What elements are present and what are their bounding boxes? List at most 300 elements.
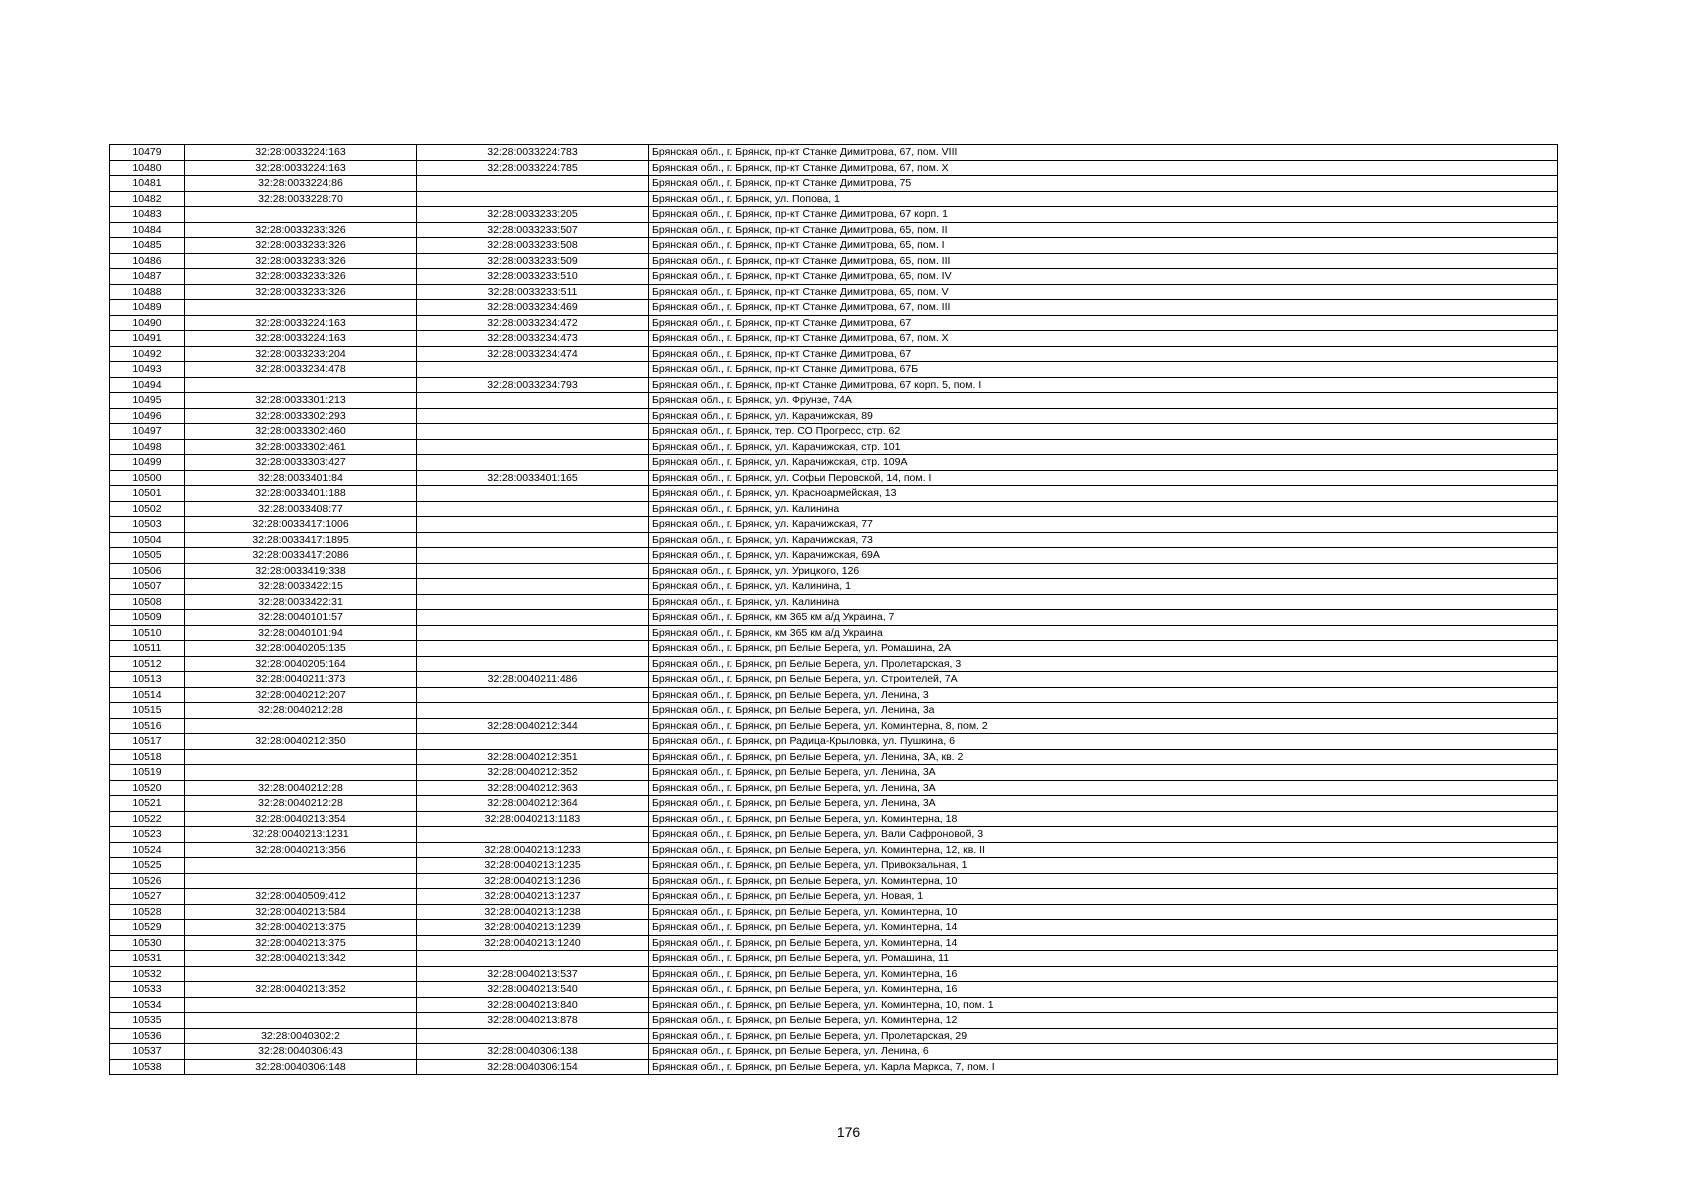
row-number-cell: 10537 — [110, 1044, 185, 1060]
table-row — [110, 920, 1558, 936]
object-cadastral-number-cell: 32:28:0033233:509 — [417, 253, 649, 269]
table-row — [110, 1059, 1558, 1075]
object-cadastral-number-cell: 32:28:0040213:1240 — [417, 935, 649, 951]
object-cadastral-number-cell — [417, 424, 649, 440]
table-row — [110, 160, 1558, 176]
object-cadastral-number-cell: 32:28:0033233:508 — [417, 238, 649, 254]
address-cell: Брянская обл., г. Брянск, пр-кт Станке Димитрова, 67, пом. X — [649, 160, 1558, 176]
cadastral-number-cell: 32:28:0040212:28 — [185, 703, 417, 719]
address-cell: Брянская обл., г. Брянск, пр-кт Станке Димитрова, 65, пом. II — [649, 222, 1558, 238]
table-row — [110, 594, 1558, 610]
address-cell: Брянская обл., г. Брянск, пр-кт Станке Димитрова, 67, пом. VIII — [649, 145, 1558, 161]
cadastral-number-cell: 32:28:0033417:2086 — [185, 548, 417, 564]
object-cadastral-number-cell: 32:28:0040211:486 — [417, 672, 649, 688]
row-number-cell: 10513 — [110, 672, 185, 688]
row-number-cell: 10528 — [110, 904, 185, 920]
cadastral-number-cell: 32:28:0033302:461 — [185, 439, 417, 455]
cadastral-number-cell — [185, 966, 417, 982]
table-row — [110, 842, 1558, 858]
cadastral-number-cell: 32:28:0033408:77 — [185, 501, 417, 517]
address-cell: Брянская обл., г. Брянск, рп Белые Берега, ул. Коминтерна, 14 — [649, 935, 1558, 951]
object-cadastral-number-cell — [417, 548, 649, 564]
cadastral-number-cell: 32:28:0040213:354 — [185, 811, 417, 827]
cadastral-number-cell: 32:28:0040213:342 — [185, 951, 417, 967]
row-number-cell: 10508 — [110, 594, 185, 610]
object-cadastral-number-cell: 32:28:0033234:472 — [417, 315, 649, 331]
cadastral-number-cell: 32:28:0033224:163 — [185, 315, 417, 331]
table-row — [110, 191, 1558, 207]
cadastral-number-cell: 32:28:0040306:43 — [185, 1044, 417, 1060]
cadastral-number-cell — [185, 718, 417, 734]
object-cadastral-number-cell: 32:28:0040306:154 — [417, 1059, 649, 1075]
address-cell: Брянская обл., г. Брянск, рп Белые Берега, ул. Коминтерна, 16 — [649, 966, 1558, 982]
object-cadastral-number-cell: 32:28:0040213:1236 — [417, 873, 649, 889]
page-number: 176 — [836, 1124, 861, 1140]
cadastral-number-cell: 32:28:0033233:326 — [185, 253, 417, 269]
row-number-cell: 10504 — [110, 532, 185, 548]
row-number-cell: 10521 — [110, 796, 185, 812]
table-row — [110, 935, 1558, 951]
address-cell: Брянская обл., г. Брянск, пр-кт Станке Димитрова, 67 корп. 1 — [649, 207, 1558, 223]
row-number-cell: 10486 — [110, 253, 185, 269]
address-cell: Брянская обл., г. Брянск, рп Белые Берега, ул. Ленина, 3А — [649, 796, 1558, 812]
object-cadastral-number-cell: 32:28:0040213:878 — [417, 1013, 649, 1029]
object-cadastral-number-cell — [417, 191, 649, 207]
table-row — [110, 873, 1558, 889]
address-cell: Брянская обл., г. Брянск, рп Белые Берега, ул. Строителей, 7А — [649, 672, 1558, 688]
row-number-cell: 10517 — [110, 734, 185, 750]
object-cadastral-number-cell: 32:28:0033224:785 — [417, 160, 649, 176]
table-row — [110, 548, 1558, 564]
object-cadastral-number-cell — [417, 362, 649, 378]
cadastral-number-cell — [185, 377, 417, 393]
address-cell: Брянская обл., г. Брянск, пр-кт Станке Димитрова, 65, пом. I — [649, 238, 1558, 254]
object-cadastral-number-cell — [417, 594, 649, 610]
object-cadastral-number-cell — [417, 687, 649, 703]
address-cell: Брянская обл., г. Брянск, пр-кт Станке Димитрова, 67 — [649, 315, 1558, 331]
cadastral-number-cell — [185, 858, 417, 874]
object-cadastral-number-cell — [417, 517, 649, 533]
address-cell: Брянская обл., г. Брянск, рп Белые Берега, ул. Вали Сафроновой, 3 — [649, 827, 1558, 843]
address-cell: Брянская обл., г. Брянск, рп Белые Берега, ул. Привокзальная, 1 — [649, 858, 1558, 874]
object-cadastral-number-cell: 32:28:0040212:364 — [417, 796, 649, 812]
address-cell: Брянская обл., г. Брянск, рп Белые Берега, ул. Коминтерна, 18 — [649, 811, 1558, 827]
table-row — [110, 222, 1558, 238]
cadastral-number-cell: 32:28:0033228:70 — [185, 191, 417, 207]
table-row — [110, 656, 1558, 672]
table-row — [110, 780, 1558, 796]
cadastral-number-cell: 32:28:0040213:352 — [185, 982, 417, 998]
cadastral-number-cell: 32:28:0040213:584 — [185, 904, 417, 920]
table-row — [110, 393, 1558, 409]
cadastral-number-cell: 32:28:0033234:478 — [185, 362, 417, 378]
object-cadastral-number-cell — [417, 563, 649, 579]
object-cadastral-number-cell: 32:28:0040213:537 — [417, 966, 649, 982]
row-number-cell: 10481 — [110, 176, 185, 192]
address-cell: Брянская обл., г. Брянск, ул. Фрунзе, 74А — [649, 393, 1558, 409]
address-cell: Брянская обл., г. Брянск, рп Белые Берега, ул. Коминтерна, 10 — [649, 873, 1558, 889]
object-cadastral-number-cell — [417, 951, 649, 967]
address-cell: Брянская обл., г. Брянск, ул. Карачижская, 77 — [649, 517, 1558, 533]
cadastral-number-cell — [185, 873, 417, 889]
cadastral-number-cell: 32:28:0040213:1231 — [185, 827, 417, 843]
row-number-cell: 10524 — [110, 842, 185, 858]
row-number-cell: 10532 — [110, 966, 185, 982]
table-row — [110, 1028, 1558, 1044]
table-row — [110, 439, 1558, 455]
cadastral-number-cell: 32:28:0040302:2 — [185, 1028, 417, 1044]
object-cadastral-number-cell — [417, 408, 649, 424]
row-number-cell: 10483 — [110, 207, 185, 223]
object-cadastral-number-cell: 32:28:0033401:165 — [417, 470, 649, 486]
address-cell: Брянская обл., г. Брянск, пр-кт Станке Димитрова, 67 корп. 5, пом. I — [649, 377, 1558, 393]
table-row — [110, 517, 1558, 533]
table-row — [110, 145, 1558, 161]
address-cell: Брянская обл., г. Брянск, рп Белые Берега, ул. Ленина, 3 — [649, 687, 1558, 703]
address-cell: Брянская обл., г. Брянск, рп Белые Берега, ул. Новая, 1 — [649, 889, 1558, 905]
cadastral-number-cell: 32:28:0040205:164 — [185, 656, 417, 672]
object-cadastral-number-cell: 32:28:0040213:1237 — [417, 889, 649, 905]
address-cell: Брянская обл., г. Брянск, ул. Калинина, 1 — [649, 579, 1558, 595]
row-number-cell: 10488 — [110, 284, 185, 300]
address-cell: Брянская обл., г. Брянск, пр-кт Станке Димитрова, 75 — [649, 176, 1558, 192]
cadastral-number-cell: 32:28:0033224:86 — [185, 176, 417, 192]
table-row — [110, 672, 1558, 688]
cadastral-number-cell: 32:28:0033224:163 — [185, 160, 417, 176]
table-row — [110, 579, 1558, 595]
address-cell: Брянская обл., г. Брянск, ул. Красноармейская, 13 — [649, 486, 1558, 502]
table-row — [110, 734, 1558, 750]
row-number-cell: 10491 — [110, 331, 185, 347]
address-cell: Брянская обл., г. Брянск, пр-кт Станке Димитрова, 67 — [649, 346, 1558, 362]
address-cell: Брянская обл., г. Брянск, км 365 км а/д Украина, 7 — [649, 610, 1558, 626]
table-row — [110, 610, 1558, 626]
row-number-cell: 10523 — [110, 827, 185, 843]
cadastral-number-cell: 32:28:0040101:57 — [185, 610, 417, 626]
object-cadastral-number-cell — [417, 610, 649, 626]
table-row — [110, 315, 1558, 331]
address-cell: Брянская обл., г. Брянск, рп Белые Берега, ул. Ленина, 3а — [649, 703, 1558, 719]
table-row — [110, 300, 1558, 316]
row-number-cell: 10527 — [110, 889, 185, 905]
address-cell: Брянская обл., г. Брянск, пр-кт Станке Димитрова, 65, пом. V — [649, 284, 1558, 300]
row-number-cell: 10479 — [110, 145, 185, 161]
row-number-cell: 10498 — [110, 439, 185, 455]
object-cadastral-number-cell — [417, 393, 649, 409]
address-cell: Брянская обл., г. Брянск, рп Белые Берега, ул. Карла Маркса, 7, пом. I — [649, 1059, 1558, 1075]
table-row — [110, 811, 1558, 827]
cadastral-number-cell: 32:28:0033419:338 — [185, 563, 417, 579]
object-cadastral-number-cell: 32:28:0033234:469 — [417, 300, 649, 316]
table-row — [110, 207, 1558, 223]
row-number-cell: 10538 — [110, 1059, 185, 1075]
table-row — [110, 362, 1558, 378]
object-cadastral-number-cell: 32:28:0040213:1238 — [417, 904, 649, 920]
row-number-cell: 10511 — [110, 641, 185, 657]
cadastral-number-cell: 32:28:0033233:326 — [185, 222, 417, 238]
table-row — [110, 253, 1558, 269]
cadastral-number-cell: 32:28:0033401:188 — [185, 486, 417, 502]
row-number-cell: 10535 — [110, 1013, 185, 1029]
row-number-cell: 10526 — [110, 873, 185, 889]
table-row — [110, 796, 1558, 812]
address-cell: Брянская обл., г. Брянск, рп Белые Берега, ул. Коминтерна, 10 — [649, 904, 1558, 920]
address-cell: Брянская обл., г. Брянск, ул. Урицкого, 126 — [649, 563, 1558, 579]
object-cadastral-number-cell — [417, 703, 649, 719]
cadastral-number-cell: 32:28:0040213:375 — [185, 920, 417, 936]
cadastral-number-cell: 32:28:0033302:460 — [185, 424, 417, 440]
row-number-cell: 10525 — [110, 858, 185, 874]
row-number-cell: 10529 — [110, 920, 185, 936]
table-row — [110, 687, 1558, 703]
object-cadastral-number-cell: 32:28:0033233:510 — [417, 269, 649, 285]
row-number-cell: 10482 — [110, 191, 185, 207]
address-cell: Брянская обл., г. Брянск, рп Белые Берега, ул. Ленина, 6 — [649, 1044, 1558, 1060]
table-row — [110, 346, 1558, 362]
row-number-cell: 10534 — [110, 997, 185, 1013]
address-cell: Брянская обл., г. Брянск, пр-кт Станке Димитрова, 67, пом. X — [649, 331, 1558, 347]
cadastral-number-cell: 32:28:0040211:373 — [185, 672, 417, 688]
object-cadastral-number-cell — [417, 439, 649, 455]
address-cell: Брянская обл., г. Брянск, рп Белые Берега, ул. Коминтерна, 12, кв. II — [649, 842, 1558, 858]
cadastral-number-cell: 32:28:0040212:28 — [185, 796, 417, 812]
table-row — [110, 749, 1558, 765]
table-row — [110, 718, 1558, 734]
row-number-cell: 10493 — [110, 362, 185, 378]
address-cell: Брянская обл., г. Брянск, ул. Попова, 1 — [649, 191, 1558, 207]
cadastral-number-cell: 32:28:0033224:163 — [185, 145, 417, 161]
row-number-cell: 10492 — [110, 346, 185, 362]
table-row — [110, 641, 1558, 657]
address-cell: Брянская обл., г. Брянск, рп Белые Берега, ул. Ленина, 3А — [649, 780, 1558, 796]
row-number-cell: 10536 — [110, 1028, 185, 1044]
cadastral-number-cell: 32:28:0040306:148 — [185, 1059, 417, 1075]
cadastral-number-cell: 32:28:0040213:375 — [185, 935, 417, 951]
cadastral-number-cell: 32:28:0033301:213 — [185, 393, 417, 409]
cadastral-number-cell: 32:28:0040205:135 — [185, 641, 417, 657]
row-number-cell: 10515 — [110, 703, 185, 719]
row-number-cell: 10514 — [110, 687, 185, 703]
object-cadastral-number-cell: 32:28:0040213:840 — [417, 997, 649, 1013]
address-cell: Брянская обл., г. Брянск, пр-кт Станке Димитрова, 67, пом. III — [649, 300, 1558, 316]
object-cadastral-number-cell: 32:28:0033233:507 — [417, 222, 649, 238]
row-number-cell: 10501 — [110, 486, 185, 502]
object-cadastral-number-cell: 32:28:0040213:1235 — [417, 858, 649, 874]
cadastral-number-cell — [185, 300, 417, 316]
table-row — [110, 238, 1558, 254]
row-number-cell: 10530 — [110, 935, 185, 951]
address-cell: Брянская обл., г. Брянск, рп Белые Берега, ул. Ленина, 3А — [649, 765, 1558, 781]
address-cell: Брянская обл., г. Брянск, рп Белые Берега, ул. Ленина, 3А, кв. 2 — [649, 749, 1558, 765]
object-cadastral-number-cell: 32:28:0033224:783 — [417, 145, 649, 161]
table-row — [110, 765, 1558, 781]
object-cadastral-number-cell: 32:28:0040212:351 — [417, 749, 649, 765]
address-cell: Брянская обл., г. Брянск, ул. Карачижская, 69А — [649, 548, 1558, 564]
table-row — [110, 1013, 1558, 1029]
table-row — [110, 501, 1558, 517]
table-row — [110, 269, 1558, 285]
address-cell: Брянская обл., г. Брянск, ул. Карачижская, 73 — [649, 532, 1558, 548]
object-cadastral-number-cell — [417, 656, 649, 672]
address-cell: Брянская обл., г. Брянск, рп Белые Берега, ул. Коминтерна, 14 — [649, 920, 1558, 936]
object-cadastral-number-cell — [417, 1028, 649, 1044]
cadastral-number-cell: 32:28:0040213:356 — [185, 842, 417, 858]
address-cell: Брянская обл., г. Брянск, км 365 км а/д Украина — [649, 625, 1558, 641]
table-row — [110, 284, 1558, 300]
row-number-cell: 10505 — [110, 548, 185, 564]
table-row — [110, 176, 1558, 192]
table-row — [110, 889, 1558, 905]
table-row — [110, 703, 1558, 719]
row-number-cell: 10489 — [110, 300, 185, 316]
cadastral-number-cell — [185, 749, 417, 765]
row-number-cell: 10485 — [110, 238, 185, 254]
row-number-cell: 10480 — [110, 160, 185, 176]
table-row — [110, 486, 1558, 502]
row-number-cell: 10484 — [110, 222, 185, 238]
registry-table-body — [110, 145, 1558, 1075]
address-cell: Брянская обл., г. Брянск, рп Белые Берега, ул. Коминтерна, 10, пом. 1 — [649, 997, 1558, 1013]
object-cadastral-number-cell: 32:28:0033234:474 — [417, 346, 649, 362]
cadastral-number-cell: 32:28:0033233:326 — [185, 284, 417, 300]
object-cadastral-number-cell — [417, 734, 649, 750]
cadastral-number-cell: 32:28:0033233:326 — [185, 238, 417, 254]
address-cell: Брянская обл., г. Брянск, пр-кт Станке Димитрова, 65, пом. III — [649, 253, 1558, 269]
object-cadastral-number-cell — [417, 455, 649, 471]
cadastral-number-cell: 32:28:0033422:31 — [185, 594, 417, 610]
address-cell: Брянская обл., г. Брянск, ул. Карачижская, стр. 101 — [649, 439, 1558, 455]
row-number-cell: 10496 — [110, 408, 185, 424]
row-number-cell: 10512 — [110, 656, 185, 672]
object-cadastral-number-cell — [417, 641, 649, 657]
table-row — [110, 1044, 1558, 1060]
table-row — [110, 532, 1558, 548]
table-row — [110, 997, 1558, 1013]
row-number-cell: 10507 — [110, 579, 185, 595]
cadastral-number-cell: 32:28:0040212:350 — [185, 734, 417, 750]
object-cadastral-number-cell: 32:28:0040213:1183 — [417, 811, 649, 827]
cadastral-number-cell: 32:28:0033422:15 — [185, 579, 417, 595]
object-cadastral-number-cell — [417, 176, 649, 192]
table-row — [110, 951, 1558, 967]
row-number-cell: 10499 — [110, 455, 185, 471]
table-row — [110, 904, 1558, 920]
object-cadastral-number-cell — [417, 501, 649, 517]
cadastral-number-cell: 32:28:0033233:326 — [185, 269, 417, 285]
address-cell: Брянская обл., г. Брянск, рп Белые Берега, ул. Ромашина, 11 — [649, 951, 1558, 967]
object-cadastral-number-cell — [417, 625, 649, 641]
row-number-cell: 10495 — [110, 393, 185, 409]
cadastral-number-cell: 32:28:0040101:94 — [185, 625, 417, 641]
cadastral-number-cell: 32:28:0033302:293 — [185, 408, 417, 424]
row-number-cell: 10520 — [110, 780, 185, 796]
address-cell: Брянская обл., г. Брянск, ул. Карачижская, 89 — [649, 408, 1558, 424]
address-cell: Брянская обл., г. Брянск, рп Белые Берега, ул. Ромашина, 2А — [649, 641, 1558, 657]
address-cell: Брянская обл., г. Брянск, рп Радица-Крыловка, ул. Пушкина, 6 — [649, 734, 1558, 750]
row-number-cell: 10487 — [110, 269, 185, 285]
table-row — [110, 331, 1558, 347]
table-row — [110, 563, 1558, 579]
row-number-cell: 10503 — [110, 517, 185, 533]
row-number-cell: 10506 — [110, 563, 185, 579]
address-cell: Брянская обл., г. Брянск, ул. Калинина — [649, 501, 1558, 517]
object-cadastral-number-cell: 32:28:0033233:511 — [417, 284, 649, 300]
address-cell: Брянская обл., г. Брянск, ул. Калинина — [649, 594, 1558, 610]
row-number-cell: 10490 — [110, 315, 185, 331]
cadastral-number-cell: 32:28:0033224:163 — [185, 331, 417, 347]
cadastral-number-cell: 32:28:0033233:204 — [185, 346, 417, 362]
table-row — [110, 982, 1558, 998]
object-cadastral-number-cell: 32:28:0040212:363 — [417, 780, 649, 796]
row-number-cell: 10509 — [110, 610, 185, 626]
cadastral-number-cell — [185, 1013, 417, 1029]
table-row — [110, 827, 1558, 843]
cadastral-number-cell — [185, 765, 417, 781]
row-number-cell: 10533 — [110, 982, 185, 998]
address-cell: Брянская обл., г. Брянск, рп Белые Берега, ул. Коминтерна, 16 — [649, 982, 1558, 998]
row-number-cell: 10502 — [110, 501, 185, 517]
object-cadastral-number-cell: 32:28:0040212:352 — [417, 765, 649, 781]
row-number-cell: 10519 — [110, 765, 185, 781]
table-row — [110, 455, 1558, 471]
row-number-cell: 10522 — [110, 811, 185, 827]
object-cadastral-number-cell: 32:28:0033234:793 — [417, 377, 649, 393]
table-row — [110, 470, 1558, 486]
cadastral-number-cell: 32:28:0033417:1006 — [185, 517, 417, 533]
table-row — [110, 408, 1558, 424]
table-row — [110, 966, 1558, 982]
address-cell: Брянская обл., г. Брянск, ул. Софьи Перовской, 14, пом. I — [649, 470, 1558, 486]
row-number-cell: 10500 — [110, 470, 185, 486]
row-number-cell: 10531 — [110, 951, 185, 967]
object-cadastral-number-cell — [417, 579, 649, 595]
row-number-cell: 10510 — [110, 625, 185, 641]
address-cell: Брянская обл., г. Брянск, ул. Карачижская, стр. 109А — [649, 455, 1558, 471]
object-cadastral-number-cell: 32:28:0033233:205 — [417, 207, 649, 223]
table-row — [110, 377, 1558, 393]
table-row — [110, 424, 1558, 440]
registry-table — [109, 144, 1558, 1075]
address-cell: Брянская обл., г. Брянск, рп Белые Берега, ул. Коминтерна, 8, пом. 2 — [649, 718, 1558, 734]
object-cadastral-number-cell — [417, 827, 649, 843]
row-number-cell: 10494 — [110, 377, 185, 393]
object-cadastral-number-cell — [417, 532, 649, 548]
object-cadastral-number-cell: 32:28:0040213:1233 — [417, 842, 649, 858]
cadastral-number-cell: 32:28:0040212:207 — [185, 687, 417, 703]
cadastral-number-cell: 32:28:0040509:412 — [185, 889, 417, 905]
table-row — [110, 858, 1558, 874]
address-cell: Брянская обл., г. Брянск, тер. СО Прогресс, стр. 62 — [649, 424, 1558, 440]
object-cadastral-number-cell: 32:28:0040213:540 — [417, 982, 649, 998]
row-number-cell: 10497 — [110, 424, 185, 440]
table-row — [110, 625, 1558, 641]
cadastral-number-cell — [185, 207, 417, 223]
address-cell: Брянская обл., г. Брянск, пр-кт Станке Димитрова, 67Б — [649, 362, 1558, 378]
address-cell: Брянская обл., г. Брянск, рп Белые Берега, ул. Пролетарская, 3 — [649, 656, 1558, 672]
object-cadastral-number-cell: 32:28:0040306:138 — [417, 1044, 649, 1060]
object-cadastral-number-cell: 32:28:0033234:473 — [417, 331, 649, 347]
address-cell: Брянская обл., г. Брянск, рп Белые Берега, ул. Пролетарская, 29 — [649, 1028, 1558, 1044]
address-cell: Брянская обл., г. Брянск, пр-кт Станке Димитрова, 65, пом. IV — [649, 269, 1558, 285]
cadastral-number-cell: 32:28:0040212:28 — [185, 780, 417, 796]
address-cell: Брянская обл., г. Брянск, рп Белые Берега, ул. Коминтерна, 12 — [649, 1013, 1558, 1029]
cadastral-number-cell: 32:28:0033401:84 — [185, 470, 417, 486]
cadastral-number-cell — [185, 997, 417, 1013]
cadastral-number-cell: 32:28:0033417:1895 — [185, 532, 417, 548]
row-number-cell: 10518 — [110, 749, 185, 765]
row-number-cell: 10516 — [110, 718, 185, 734]
object-cadastral-number-cell: 32:28:0040212:344 — [417, 718, 649, 734]
